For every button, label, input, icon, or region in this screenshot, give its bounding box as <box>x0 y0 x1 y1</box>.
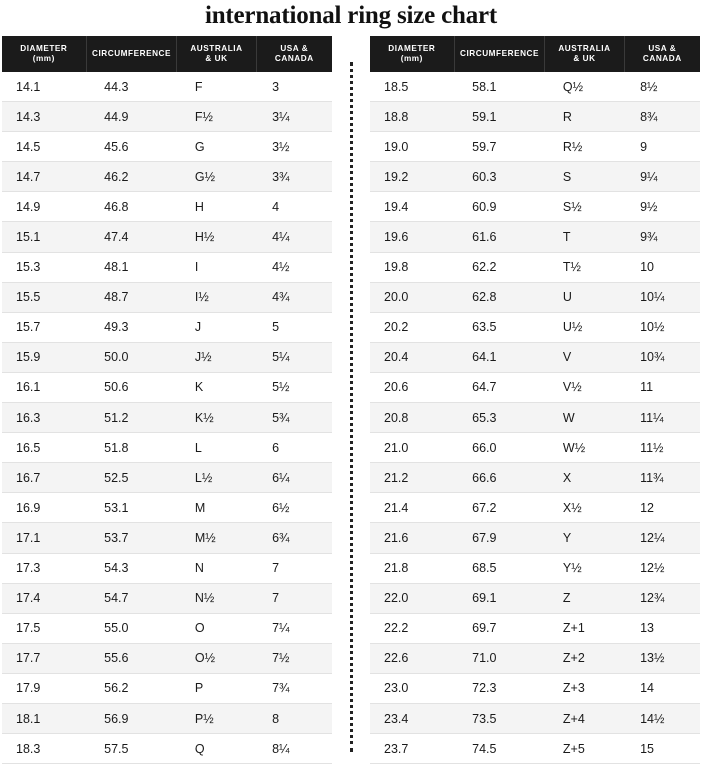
cell-usa-canada: 14 <box>624 673 700 703</box>
cell-australia-uk: T½ <box>545 252 624 282</box>
cell-australia-uk: Z+5 <box>545 734 624 764</box>
header-line-2: CANADA <box>643 54 682 63</box>
cell-circumference: 68.5 <box>454 553 545 583</box>
header-line-1: DIAMETER <box>20 44 67 53</box>
cell-usa-canada: 7 <box>256 583 332 613</box>
cell-diameter: 18.3 <box>2 734 86 764</box>
cell-diameter: 18.5 <box>370 72 454 102</box>
cell-usa-canada: 12¾ <box>624 583 700 613</box>
table-row <box>370 463 700 493</box>
cell-diameter: 14.5 <box>2 132 86 162</box>
table-row <box>2 734 332 764</box>
cell-circumference: 67.2 <box>454 493 545 523</box>
cell-usa-canada: 10¾ <box>624 342 700 372</box>
cell-diameter: 20.4 <box>370 342 454 372</box>
table-row <box>370 372 700 402</box>
cell-diameter: 20.6 <box>370 372 454 402</box>
cell-usa-canada: 7 <box>256 553 332 583</box>
column-header-circumference <box>454 36 545 73</box>
table-divider <box>344 36 358 764</box>
cell-diameter: 23.7 <box>370 734 454 764</box>
cell-usa-canada: 7¾ <box>256 673 332 703</box>
cell-circumference: 46.2 <box>86 162 177 192</box>
cell-circumference: 72.3 <box>454 673 545 703</box>
ring-size-table-left <box>2 36 332 764</box>
cell-circumference: 59.7 <box>454 132 545 162</box>
table-row <box>370 613 700 643</box>
table-row <box>370 312 700 342</box>
table-row <box>370 403 700 433</box>
cell-diameter: 14.9 <box>2 192 86 222</box>
right-table-wrapper <box>370 36 700 764</box>
cell-usa-canada: 8¼ <box>256 734 332 764</box>
table-row <box>2 132 332 162</box>
header-line-1: CIRCUMFERENCE <box>460 49 539 58</box>
cell-australia-uk: N½ <box>177 583 256 613</box>
header-line-2: (mm) <box>401 54 423 63</box>
table-row <box>370 734 700 764</box>
cell-circumference: 50.0 <box>86 342 177 372</box>
cell-australia-uk: U½ <box>545 312 624 342</box>
cell-australia-uk: H½ <box>177 222 256 252</box>
cell-diameter: 14.7 <box>2 162 86 192</box>
cell-diameter: 15.9 <box>2 342 86 372</box>
cell-diameter: 16.5 <box>2 433 86 463</box>
cell-circumference: 59.1 <box>454 102 545 132</box>
table-row <box>2 372 332 402</box>
header-line-1: USA & <box>280 44 308 53</box>
cell-usa-canada: 11½ <box>624 433 700 463</box>
cell-diameter: 16.7 <box>2 463 86 493</box>
cell-usa-canada: 13 <box>624 613 700 643</box>
cell-diameter: 14.3 <box>2 102 86 132</box>
cell-australia-uk: O <box>177 613 256 643</box>
cell-australia-uk: X <box>545 463 624 493</box>
cell-diameter: 17.1 <box>2 523 86 553</box>
table-row <box>370 673 700 703</box>
cell-australia-uk: W <box>545 403 624 433</box>
cell-australia-uk: P½ <box>177 703 256 733</box>
left-table-wrapper <box>2 36 332 764</box>
table-row <box>370 132 700 162</box>
table-row <box>370 433 700 463</box>
cell-diameter: 15.3 <box>2 252 86 282</box>
cell-usa-canada: 13½ <box>624 643 700 673</box>
cell-diameter: 21.0 <box>370 433 454 463</box>
cell-australia-uk: S½ <box>545 192 624 222</box>
cell-australia-uk: F <box>177 72 256 102</box>
cell-usa-canada: 12½ <box>624 553 700 583</box>
cell-usa-canada: 7½ <box>256 643 332 673</box>
tables-container <box>0 36 702 764</box>
cell-diameter: 17.5 <box>2 613 86 643</box>
cell-usa-canada: 7¼ <box>256 613 332 643</box>
cell-australia-uk: W½ <box>545 433 624 463</box>
cell-circumference: 63.5 <box>454 312 545 342</box>
header-line-2: CANADA <box>275 54 314 63</box>
table-row <box>2 222 332 252</box>
cell-australia-uk: U <box>545 282 624 312</box>
cell-australia-uk: Z+1 <box>545 613 624 643</box>
cell-australia-uk: J <box>177 312 256 342</box>
header-line-1: DIAMETER <box>388 44 435 53</box>
cell-circumference: 64.7 <box>454 372 545 402</box>
column-header-diameter <box>2 36 86 73</box>
table-row <box>2 463 332 493</box>
cell-australia-uk: I <box>177 252 256 282</box>
cell-australia-uk: R½ <box>545 132 624 162</box>
cell-australia-uk: V <box>545 342 624 372</box>
cell-australia-uk: V½ <box>545 372 624 402</box>
cell-circumference: 61.6 <box>454 222 545 252</box>
cell-circumference: 45.6 <box>86 132 177 162</box>
table-row <box>370 102 700 132</box>
cell-diameter: 14.1 <box>2 72 86 102</box>
cell-circumference: 69.1 <box>454 583 545 613</box>
cell-diameter: 19.0 <box>370 132 454 162</box>
cell-usa-canada: 4¾ <box>256 282 332 312</box>
table-row <box>370 583 700 613</box>
cell-usa-canada: 9¾ <box>624 222 700 252</box>
table-row <box>370 252 700 282</box>
cell-australia-uk: Z+3 <box>545 673 624 703</box>
cell-circumference: 69.7 <box>454 613 545 643</box>
cell-circumference: 54.3 <box>86 553 177 583</box>
table-row <box>2 553 332 583</box>
column-header-australia-uk <box>545 36 624 73</box>
cell-circumference: 55.6 <box>86 643 177 673</box>
cell-circumference: 66.6 <box>454 463 545 493</box>
column-header-diameter <box>370 36 454 73</box>
cell-circumference: 44.9 <box>86 102 177 132</box>
table-row <box>2 252 332 282</box>
cell-australia-uk: K <box>177 372 256 402</box>
cell-usa-canada: 14½ <box>624 703 700 733</box>
cell-circumference: 54.7 <box>86 583 177 613</box>
cell-australia-uk: G½ <box>177 162 256 192</box>
cell-australia-uk: R <box>545 102 624 132</box>
cell-diameter: 19.8 <box>370 252 454 282</box>
cell-usa-canada: 3½ <box>256 132 332 162</box>
cell-usa-canada: 11 <box>624 372 700 402</box>
cell-usa-canada: 5¾ <box>256 403 332 433</box>
table-row <box>370 282 700 312</box>
cell-circumference: 48.1 <box>86 252 177 282</box>
table-row <box>370 342 700 372</box>
cell-australia-uk: J½ <box>177 342 256 372</box>
column-header-circumference <box>86 36 177 73</box>
table-row <box>2 312 332 342</box>
cell-circumference: 67.9 <box>454 523 545 553</box>
table-row <box>370 162 700 192</box>
cell-australia-uk: Q½ <box>545 72 624 102</box>
cell-circumference: 47.4 <box>86 222 177 252</box>
cell-usa-canada: 5¼ <box>256 342 332 372</box>
table-row <box>370 553 700 583</box>
cell-australia-uk: S <box>545 162 624 192</box>
table-row <box>370 703 700 733</box>
header-line-1: USA & <box>648 44 676 53</box>
cell-usa-canada: 10½ <box>624 312 700 342</box>
table-row <box>370 72 700 102</box>
cell-diameter: 16.9 <box>2 493 86 523</box>
cell-australia-uk: G <box>177 132 256 162</box>
ring-size-chart-page <box>0 2 702 749</box>
cell-usa-canada: 8½ <box>624 72 700 102</box>
cell-usa-canada: 5½ <box>256 372 332 402</box>
column-header-usa-canada <box>624 36 700 73</box>
cell-circumference: 64.1 <box>454 342 545 372</box>
table-row <box>370 192 700 222</box>
cell-diameter: 21.2 <box>370 463 454 493</box>
ring-size-table-right <box>370 36 700 764</box>
cell-usa-canada: 10 <box>624 252 700 282</box>
cell-australia-uk: M½ <box>177 523 256 553</box>
header-line-1: AUSTRALIA <box>558 44 610 53</box>
cell-diameter: 16.1 <box>2 372 86 402</box>
cell-australia-uk: M <box>177 493 256 523</box>
cell-australia-uk: T <box>545 222 624 252</box>
cell-diameter: 19.2 <box>370 162 454 192</box>
cell-usa-canada: 15 <box>624 734 700 764</box>
cell-usa-canada: 6¾ <box>256 523 332 553</box>
column-header-australia-uk <box>177 36 256 73</box>
cell-usa-canada: 12¼ <box>624 523 700 553</box>
cell-diameter: 15.5 <box>2 282 86 312</box>
cell-australia-uk: L <box>177 433 256 463</box>
cell-diameter: 17.9 <box>2 673 86 703</box>
cell-australia-uk: X½ <box>545 493 624 523</box>
cell-diameter: 18.8 <box>370 102 454 132</box>
cell-australia-uk: K½ <box>177 403 256 433</box>
cell-australia-uk: O½ <box>177 643 256 673</box>
cell-diameter: 16.3 <box>2 403 86 433</box>
cell-circumference: 57.5 <box>86 734 177 764</box>
cell-circumference: 60.3 <box>454 162 545 192</box>
cell-circumference: 56.2 <box>86 673 177 703</box>
cell-usa-canada: 6¼ <box>256 463 332 493</box>
header-line-1: AUSTRALIA <box>190 44 242 53</box>
cell-diameter: 19.6 <box>370 222 454 252</box>
cell-circumference: 46.8 <box>86 192 177 222</box>
cell-usa-canada: 3¼ <box>256 102 332 132</box>
table-row <box>2 102 332 132</box>
left-table-header <box>2 36 332 73</box>
cell-diameter: 21.4 <box>370 493 454 523</box>
cell-diameter: 22.6 <box>370 643 454 673</box>
cell-australia-uk: L½ <box>177 463 256 493</box>
page-title: international ring size chart <box>0 2 702 30</box>
cell-usa-canada: 9 <box>624 132 700 162</box>
cell-circumference: 51.2 <box>86 403 177 433</box>
cell-diameter: 23.0 <box>370 673 454 703</box>
cell-diameter: 22.0 <box>370 583 454 613</box>
cell-usa-canada: 10¼ <box>624 282 700 312</box>
left-table-body <box>2 72 332 764</box>
table-row <box>2 192 332 222</box>
header-line-2: & UK <box>573 54 595 63</box>
table-row <box>2 282 332 312</box>
cell-circumference: 55.0 <box>86 613 177 643</box>
table-row <box>2 673 332 703</box>
cell-usa-canada: 4 <box>256 192 332 222</box>
cell-circumference: 73.5 <box>454 703 545 733</box>
table-row <box>370 643 700 673</box>
header-line-2: & UK <box>205 54 227 63</box>
cell-circumference: 44.3 <box>86 72 177 102</box>
cell-circumference: 49.3 <box>86 312 177 342</box>
cell-usa-canada: 3 <box>256 72 332 102</box>
table-row <box>2 643 332 673</box>
cell-diameter: 21.6 <box>370 523 454 553</box>
cell-diameter: 15.1 <box>2 222 86 252</box>
header-line-2: (mm) <box>33 54 55 63</box>
cell-circumference: 53.7 <box>86 523 177 553</box>
cell-circumference: 65.3 <box>454 403 545 433</box>
cell-diameter: 19.4 <box>370 192 454 222</box>
cell-usa-canada: 9¼ <box>624 162 700 192</box>
cell-australia-uk: Z+2 <box>545 643 624 673</box>
cell-australia-uk: N <box>177 553 256 583</box>
table-row <box>370 493 700 523</box>
cell-diameter: 15.7 <box>2 312 86 342</box>
cell-usa-canada: 9½ <box>624 192 700 222</box>
cell-diameter: 17.3 <box>2 553 86 583</box>
cell-australia-uk: H <box>177 192 256 222</box>
cell-usa-canada: 3¾ <box>256 162 332 192</box>
cell-diameter: 20.0 <box>370 282 454 312</box>
header-row <box>370 36 700 73</box>
cell-circumference: 58.1 <box>454 72 545 102</box>
cell-australia-uk: Y <box>545 523 624 553</box>
cell-australia-uk: P <box>177 673 256 703</box>
cell-australia-uk: Y½ <box>545 553 624 583</box>
table-row <box>2 403 332 433</box>
cell-usa-canada: 11¼ <box>624 403 700 433</box>
table-row <box>2 703 332 733</box>
cell-diameter: 17.7 <box>2 643 86 673</box>
cell-circumference: 56.9 <box>86 703 177 733</box>
cell-circumference: 62.8 <box>454 282 545 312</box>
table-row <box>2 523 332 553</box>
cell-circumference: 60.9 <box>454 192 545 222</box>
cell-australia-uk: Z <box>545 583 624 613</box>
cell-usa-canada: 8 <box>256 703 332 733</box>
cell-circumference: 51.8 <box>86 433 177 463</box>
table-row <box>2 72 332 102</box>
cell-diameter: 21.8 <box>370 553 454 583</box>
table-row <box>2 433 332 463</box>
table-row <box>2 613 332 643</box>
cell-usa-canada: 4½ <box>256 252 332 282</box>
cell-usa-canada: 6½ <box>256 493 332 523</box>
cell-australia-uk: I½ <box>177 282 256 312</box>
header-row <box>2 36 332 73</box>
table-row <box>370 222 700 252</box>
cell-diameter: 20.8 <box>370 403 454 433</box>
cell-usa-canada: 12 <box>624 493 700 523</box>
cell-australia-uk: Q <box>177 734 256 764</box>
cell-circumference: 71.0 <box>454 643 545 673</box>
cell-australia-uk: Z+4 <box>545 703 624 733</box>
cell-diameter: 18.1 <box>2 703 86 733</box>
cell-usa-canada: 4¼ <box>256 222 332 252</box>
table-row <box>2 493 332 523</box>
table-row <box>370 523 700 553</box>
cell-circumference: 66.0 <box>454 433 545 463</box>
cell-usa-canada: 5 <box>256 312 332 342</box>
right-table-header <box>370 36 700 73</box>
header-line-1: CIRCUMFERENCE <box>92 49 171 58</box>
cell-circumference: 50.6 <box>86 372 177 402</box>
cell-diameter: 17.4 <box>2 583 86 613</box>
cell-diameter: 22.2 <box>370 613 454 643</box>
cell-circumference: 48.7 <box>86 282 177 312</box>
divider-dotted-line <box>350 62 353 752</box>
table-row <box>2 583 332 613</box>
cell-usa-canada: 11¾ <box>624 463 700 493</box>
cell-circumference: 74.5 <box>454 734 545 764</box>
table-row <box>2 342 332 372</box>
cell-circumference: 53.1 <box>86 493 177 523</box>
cell-diameter: 20.2 <box>370 312 454 342</box>
right-table-body <box>370 72 700 764</box>
table-row <box>2 162 332 192</box>
cell-usa-canada: 8¾ <box>624 102 700 132</box>
column-header-usa-canada <box>256 36 332 73</box>
cell-australia-uk: F½ <box>177 102 256 132</box>
cell-circumference: 52.5 <box>86 463 177 493</box>
cell-usa-canada: 6 <box>256 433 332 463</box>
cell-circumference: 62.2 <box>454 252 545 282</box>
cell-diameter: 23.4 <box>370 703 454 733</box>
